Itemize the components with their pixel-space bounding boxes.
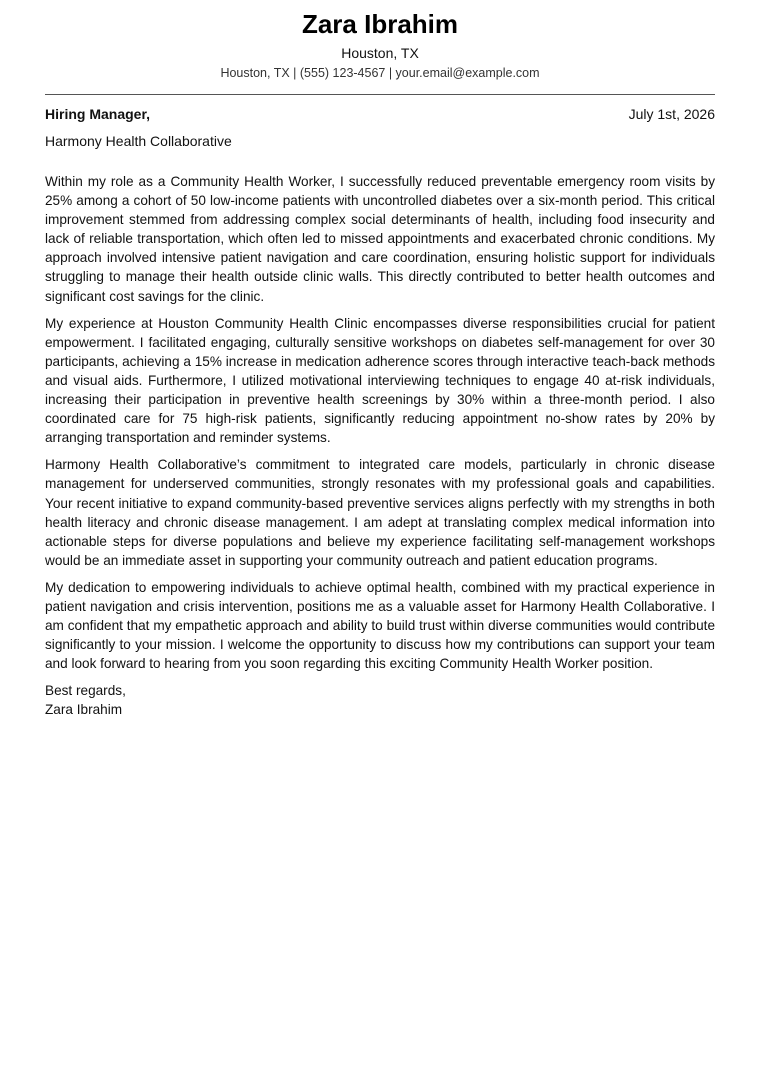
body-paragraph: My experience at Houston Community Health Clinic encompasses diverse responsibilities crucial for patient empowerment. I facilitated engaging, culturally sensitive workshops on diabetes self-management for over 30 participants, achieving a 15% increase in medication adherence scores through interactive teach-back methods and visual aids. Furthermore, I utilized motivational interviewing techniques to engage 40 at-risk individuals, increasing their participation in preventive health screenings by 30% within a three-month period. I also coordinated care for 75 high-risk patients, significantly reducing appointment no-show rates by 20% by arranging transportation and reminder systems. [45,315,715,446]
letter-closing [45,681,715,719]
header-divider [45,94,715,95]
body-paragraph: My dedication to empowering individuals to achieve optimal health, combined with my practical experience in patient navigation and crisis intervention, positions me as a valuable asset for Harmony Health Collaborative. I am confident that my empathetic approach and ability to build trust within diverse communities would contribute significantly to your mission. I welcome the opportunity to discuss how my contributions can support your team and look forward to hearing from you soon regarding this exciting Community Health Worker position. [45,579,715,672]
closing-signoff: Best regards, [45,683,126,699]
recipient-row [45,104,715,124]
contact-line: Houston, TX | (555) 123-4567 | your.email@example.com [220,66,540,80]
letter-date: July 1st, 2026 [628,106,715,122]
applicant-location: Houston, TX [341,45,419,61]
letter-body [45,172,715,720]
body-paragraph: Harmony Health Collaborative’s commitment to integrated care models, particularly in chronic disease management for underserved communities, strongly resonates with my professional goals and capabilities. Your recent initiative to expand community-based preventive services aligns perfectly with my strengths in both health literacy and chronic disease management. I am adept at translating complex medical information into actionable steps for diverse populations and believe my experience facilitating self-management workshops would be an immediate asset in supporting your community outreach and patient education programs. [45,457,715,568]
applicant-name: Zara Ibrahim [301,9,459,39]
recipient-salutation: Hiring Manager, [45,106,151,122]
recipient-company: Harmony Health Collaborative [45,133,232,149]
closing-signature: Zara Ibrahim [45,702,123,718]
body-paragraph: Within my role as a Community Health Worker, I successfully reduced preventable emergency room visits by 25% among a cohort of 50 low-income patients with uncontrolled diabetes over a six-month period. This critical improvement stemmed from addressing complex social determinants of health, including food insecurity and lack of reliable transportation, which often led to missed appointments and exacerbated chronic conditions. My approach involved intensive patient navigation and care coordination, ensuring holistic support for individuals struggling to manage their health outside clinic walls. This directly contributed to better health outcomes and significant cost savings for the clinic. [45,174,715,304]
